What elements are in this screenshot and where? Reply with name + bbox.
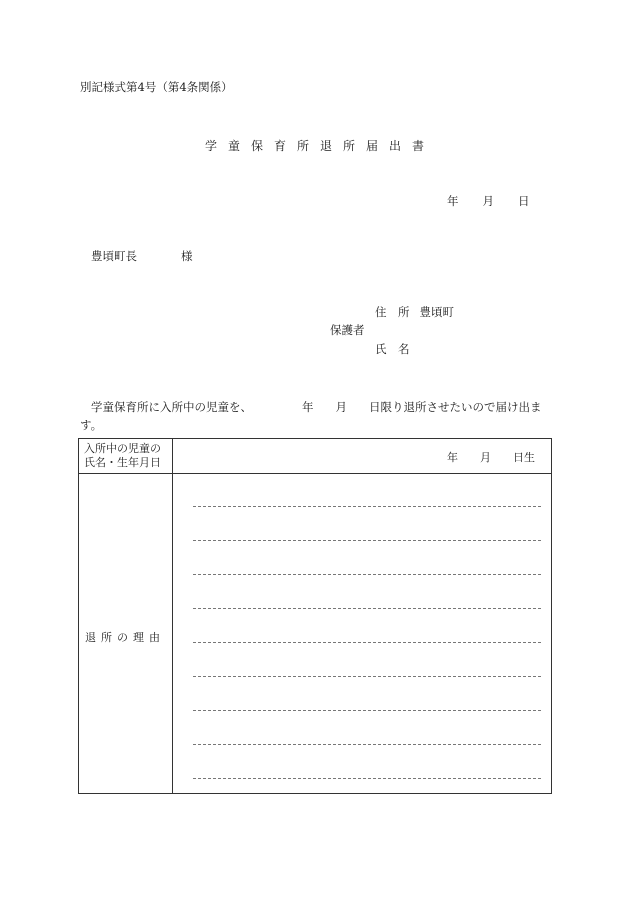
reason-label: 退所の理由 xyxy=(85,631,165,644)
address-label: 住 所 xyxy=(375,305,410,319)
child-info-label xyxy=(84,442,161,470)
body-year-label: 年 xyxy=(302,400,314,414)
body-text xyxy=(80,398,560,434)
body-part2: 日限り退所させたいので届け出ます。 xyxy=(80,400,542,432)
reason-line[interactable] xyxy=(193,540,541,541)
reason-line[interactable] xyxy=(193,608,541,609)
address-value: 豊頃町 xyxy=(419,305,454,319)
date-month-label: 月 xyxy=(482,194,494,208)
addressee xyxy=(91,248,193,264)
reason-line[interactable] xyxy=(193,710,541,711)
body-part1: 学童保育所に入所中の児童を、 xyxy=(91,400,252,414)
child-info-row xyxy=(79,439,551,474)
reason-line[interactable] xyxy=(193,778,541,779)
date-year-label: 年 xyxy=(447,194,459,208)
reason-line[interactable] xyxy=(193,744,541,745)
body-month-label: 月 xyxy=(335,400,347,414)
page-title: 学童保育所退所届出書 xyxy=(205,139,436,153)
birth-date-field[interactable]: 年 月 日生 xyxy=(447,451,535,464)
addressee-honorific: 様 xyxy=(181,249,193,263)
column-divider xyxy=(172,439,173,793)
reason-line[interactable] xyxy=(193,642,541,643)
form-number: 別記様式第4号（第4条関係） xyxy=(80,80,233,94)
reason-line[interactable] xyxy=(193,676,541,677)
withdrawal-form-table xyxy=(78,438,552,794)
reason-line[interactable] xyxy=(193,574,541,575)
date-day-label: 日 xyxy=(518,194,530,208)
applicant-address xyxy=(375,304,454,320)
child-info-label-line1: 入所中の児童の xyxy=(84,442,161,455)
guardian-label: 保護者 xyxy=(330,323,365,337)
reason-line[interactable] xyxy=(193,506,541,507)
applicant-name-label: 氏 名 xyxy=(375,342,410,356)
child-info-label-line2: 氏名・生年月日 xyxy=(84,456,161,469)
addressee-name: 豊頃町長 xyxy=(91,249,137,263)
submission-date xyxy=(447,193,530,209)
